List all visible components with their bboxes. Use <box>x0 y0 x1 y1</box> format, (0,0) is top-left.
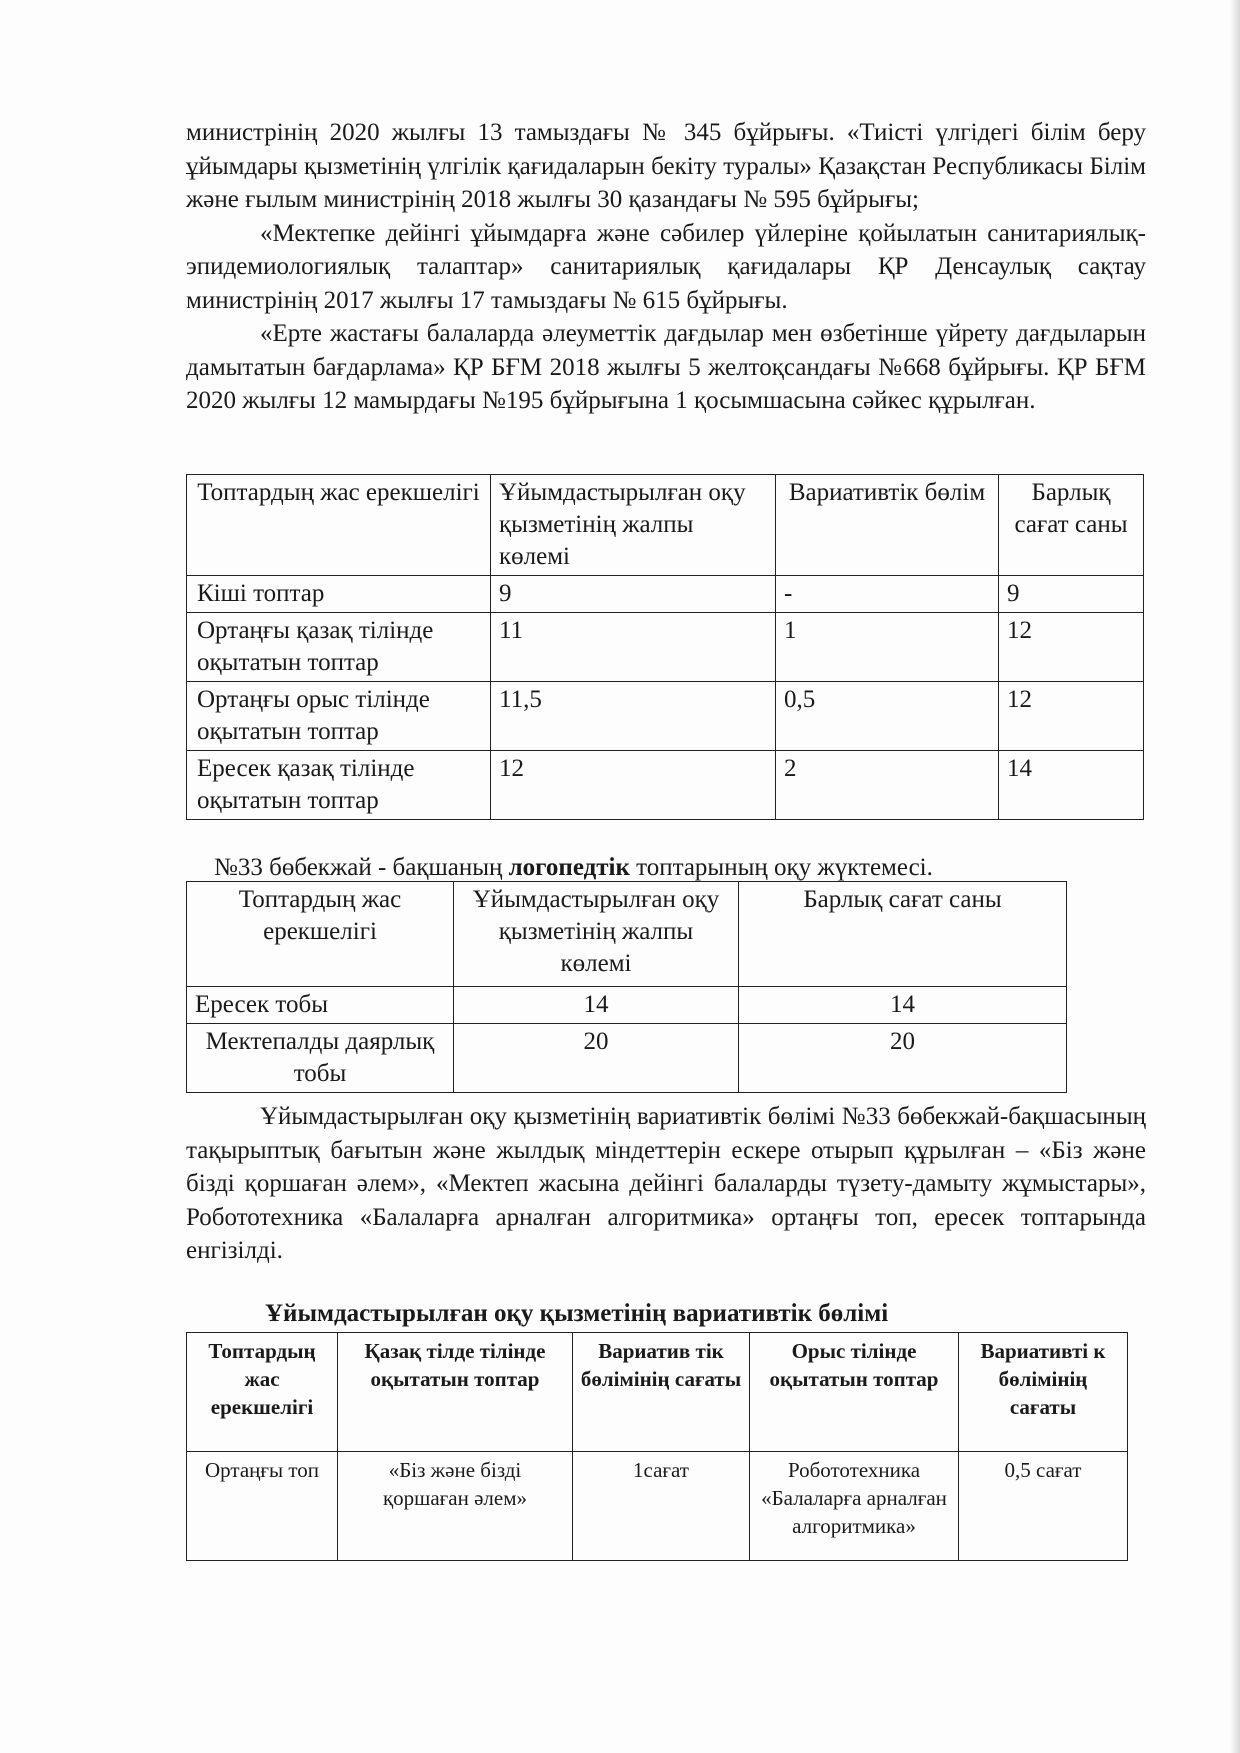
table-row <box>187 1024 1067 1093</box>
table-cell: Робототехника «Балаларға арналған алгоритмика» <box>750 1452 959 1561</box>
table-header-row <box>187 475 1144 576</box>
table-header-row <box>187 1333 1128 1452</box>
paragraph-2: «Мектепке дейінгі ұйымдарға және сәбилер үйлеріне қойылатын санитариялық-эпидемиологиялық талаптар» санитариялық қағидалары ҚР Денсаулық сақтау министрінің 2017 жылғы 17 тамыздағы № 615 бұйрығы. <box>186 219 1146 314</box>
table-row <box>187 613 1144 682</box>
table-cell: Ересек тобы <box>187 987 454 1024</box>
table-cell: Ортаңғы топ <box>187 1452 338 1561</box>
header-cell: Вариативті к бөлімінің сағаты <box>959 1333 1128 1452</box>
table-row <box>187 576 1144 613</box>
paragraph-3: «Ерте жастағы балаларда әлеуметтік дағдылар мен өзбетінше үйрету дағдыларын дамытатын бағдарлама» ҚР БҒМ 2018 жылғы 5 желтоқсандағы №668 бұйрығы. ҚР БҒМ 2020 жылғы 12 мамырдағы №195 бұйрығына 1 қосымшасына сәйкес құрылған. <box>186 320 1146 414</box>
page-edge-shadow <box>1230 0 1240 1753</box>
intro-text <box>186 116 1146 418</box>
header-cell: Топтардың жас ерекшелігі <box>187 1333 338 1452</box>
table-cell: Мектепалды даярлық тобы <box>187 1024 454 1093</box>
table-cell: 12 <box>491 751 776 820</box>
table-header-row <box>187 882 1067 987</box>
header-cell: Орыс тілінде оқытатын топтар <box>750 1333 959 1452</box>
caption-text: топтарының оқу жүктемесі. <box>629 854 933 881</box>
header-cell: Ұйымдастырылған оқу қызметінің жалпы көлемі <box>491 475 776 576</box>
table-cell: 14 <box>999 751 1144 820</box>
speech-therapy-table <box>186 881 1067 1093</box>
paragraph-4: Ұйымдастырылған оқу қызметінің вариативтік бөлімі №33 бөбекжай-бақшасының тақырыптық бағытын және жылдық міндеттерін ескере отырып құрылған – «Біз және бізді қоршаған әлем», «Мектеп жасына дейінгі балаларды түзету-дамыту жұмыстары», Робототехника «Балаларға арналған алгоритмика» ортаңғы топ, ересек топтарында енгізілді. <box>186 1103 1146 1264</box>
table-cell: 14 <box>454 987 739 1024</box>
caption-text: №33 бөбекжай - бақшаның <box>214 854 509 881</box>
table-row <box>187 682 1144 751</box>
table-cell: Кіші топтар <box>187 576 491 613</box>
variative-caption: Ұйымдастырылған оқу қызметінің вариативтік бөлімі <box>265 1300 889 1327</box>
variative-text <box>186 1100 1146 1268</box>
header-cell: Барлық сағат саны <box>739 882 1067 987</box>
table-cell: 12 <box>999 682 1144 751</box>
table-cell: 2 <box>776 751 999 820</box>
header-cell: Барлық сағат саны <box>999 475 1144 576</box>
study-load-table <box>186 474 1144 820</box>
table-cell: 12 <box>999 613 1144 682</box>
table-cell: 9 <box>999 576 1144 613</box>
header-cell: Вариатив тік бөлімінің сағаты <box>573 1333 750 1452</box>
paragraph-1: министрінің 2020 жылғы 13 тамыздағы № 345 бұйрығы. «Тиісті үлгідегі білім беру ұйымдары қызметінің үлгілік қағидаларын бекіту туралы» Қазақстан Республикасы Білім және ғылым министрінің 2018 жылғы 30 қазандағы № 595 бұйрығы; <box>186 119 1146 213</box>
table-cell: 1сағат <box>573 1452 750 1561</box>
table-cell: 14 <box>739 987 1067 1024</box>
table-cell: 11,5 <box>491 682 776 751</box>
table-cell: Ортаңғы орыс тілінде оқытатын топтар <box>187 682 491 751</box>
speech-therapy-caption <box>214 852 1094 884</box>
header-cell: Қазақ тілде тілінде оқытатын топтар <box>338 1333 573 1452</box>
caption-bold-text: логопедтік <box>508 854 630 881</box>
table-cell: 0,5 сағат <box>959 1452 1128 1561</box>
table-row <box>187 751 1144 820</box>
header-cell: Топтардың жас ерекшелігі <box>187 882 454 987</box>
table-cell: «Біз және бізді қоршаған әлем» <box>338 1452 573 1561</box>
header-cell: Ұйымдастырылған оқу қызметінің жалпы көлемі <box>454 882 739 987</box>
table-cell: 20 <box>739 1024 1067 1093</box>
header-cell: Вариативтік бөлім <box>776 475 999 576</box>
table-row <box>187 1452 1128 1561</box>
header-cell: Топтардың жас ерекшелігі <box>187 475 491 576</box>
table-cell: - <box>776 576 999 613</box>
variative-table <box>186 1332 1128 1561</box>
table-cell: 1 <box>776 613 999 682</box>
table-cell: 0,5 <box>776 682 999 751</box>
table-cell: 9 <box>491 576 776 613</box>
table-cell: 11 <box>491 613 776 682</box>
table-row <box>187 987 1067 1024</box>
table-cell: Ортаңғы қазақ тілінде оқытатын топтар <box>187 613 491 682</box>
table-cell: Ересек қазақ тілінде оқытатын топтар <box>187 751 491 820</box>
table-cell: 20 <box>454 1024 739 1093</box>
